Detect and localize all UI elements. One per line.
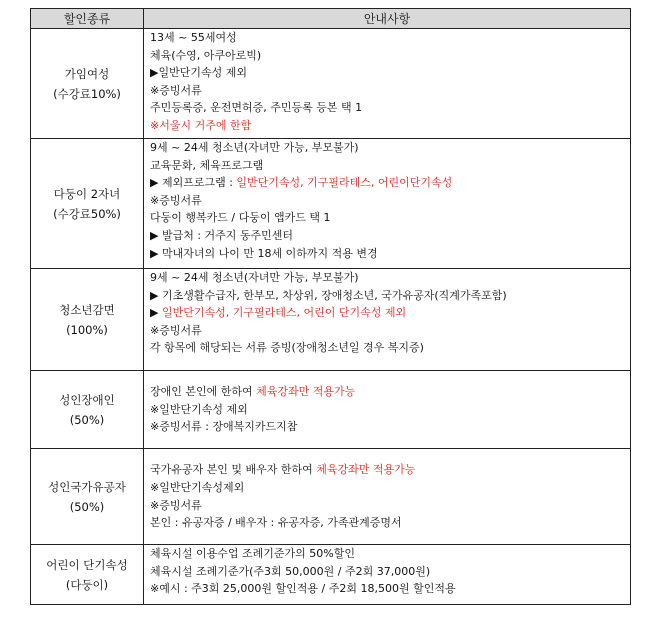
discount-row	[31, 139, 631, 269]
discount-type-cell	[31, 545, 144, 605]
info-line	[150, 401, 630, 419]
info-line	[150, 461, 630, 479]
info-text: ▶ 막내자녀의 나이 만 18세 이하까지 적용 변경	[150, 246, 378, 260]
info-text: 주민등록증, 운전면허증, 주민등록 등본 택 1	[150, 101, 363, 115]
header-info: 안내사항	[144, 9, 631, 29]
info-line	[150, 514, 630, 532]
discount-type-name: 성인장애인	[59, 392, 115, 407]
highlight-text: 체육강좌만 적용가능	[256, 385, 356, 399]
discount-type-cell	[31, 371, 144, 449]
header-discount-type: 할인종류	[31, 9, 144, 29]
info-line	[150, 383, 630, 401]
info-text: ▶	[150, 306, 162, 320]
info-line	[150, 157, 630, 175]
discount-table-container	[30, 8, 630, 605]
info-text: ※예시 : 주3회 25,000원 할인적용 / 주2회 18,500원 할인적용	[150, 582, 456, 596]
info-line	[150, 245, 630, 263]
discount-type-rate: (50%)	[69, 499, 105, 514]
discount-type-name: 가임여성	[64, 66, 110, 81]
info-text: ※일반단기속성 제외	[150, 402, 248, 416]
discount-table	[30, 8, 631, 605]
discount-type-name: 청소년감면	[59, 302, 115, 317]
info-line	[150, 64, 630, 82]
discount-type-rate: (수강료10%)	[53, 86, 121, 101]
info-text: 본인 : 유공자증 / 배우자 : 유공자증, 가족관계증명서	[150, 516, 402, 530]
info-text: ※증빙서류	[150, 323, 202, 337]
info-line	[150, 99, 630, 117]
info-line	[150, 339, 630, 357]
highlight-text: ※서울시 거주에 한함	[150, 118, 252, 132]
highlight-text: 일반단기속성, 기구필라테스, 어린이 단기속성 제외	[161, 306, 407, 320]
discount-type-cell	[31, 139, 144, 269]
info-text: 각 항목에 해당되는 서류 증빙(장애청소년일 경우 복지증)	[150, 341, 424, 355]
info-line	[150, 563, 630, 581]
info-line	[150, 545, 630, 563]
info-line	[150, 497, 630, 515]
header-row	[31, 9, 631, 29]
info-text: ▶일반단기속성 제외	[150, 66, 247, 80]
info-text: 국가유공자 본인 및 배우자 한하여	[150, 463, 317, 477]
discount-info-cell	[144, 29, 631, 139]
discount-type-cell	[31, 269, 144, 371]
info-line	[150, 304, 630, 322]
info-line	[150, 227, 630, 245]
info-line	[150, 479, 630, 497]
discount-info-cell	[144, 269, 631, 371]
info-text: ※증빙서류	[150, 83, 202, 97]
highlight-text: 체육강좌만 적용가능	[316, 463, 416, 477]
discount-info-cell	[144, 545, 631, 605]
info-text: ※증빙서류	[150, 193, 202, 207]
discount-type-rate: (100%)	[66, 322, 108, 337]
discount-type-name: 다둥이 2자녀	[53, 186, 121, 201]
discount-type-cell	[31, 29, 144, 139]
discount-row	[31, 449, 631, 545]
discount-type-name: 성인국가유공자	[48, 479, 126, 494]
discount-info-cell	[144, 371, 631, 449]
info-line	[150, 139, 630, 157]
discount-info-cell	[144, 139, 631, 269]
discount-row	[31, 29, 631, 139]
info-text: 13세 ~ 55세여성	[150, 31, 237, 44]
info-text: 체육(수영, 아쿠아로빅)	[150, 48, 262, 62]
info-line	[150, 322, 630, 340]
info-text: ※일반단기속성제외	[150, 480, 245, 494]
info-text: ▶ 발급처 : 거주지 동주민센터	[150, 228, 294, 242]
info-line	[150, 117, 630, 135]
info-line	[150, 47, 630, 65]
info-text: 다둥이 행복카드 / 다둥이 앱카드 택 1	[150, 211, 331, 225]
info-line	[150, 287, 630, 305]
info-text: 체육시설 이용수업 조례기준가의 50%할인	[150, 547, 355, 560]
info-line	[150, 192, 630, 210]
highlight-text: 일반단기속성, 기구필라테스, 어린이단기속성	[236, 176, 453, 190]
info-text: ※증빙서류 : 장애복지카드지참	[150, 420, 298, 434]
discount-row	[31, 269, 631, 371]
info-text: ▶ 기초생활수급자, 한부모, 차상위, 장애청소년, 국가유공자(직계가족포함)	[150, 288, 507, 302]
info-text: 체육시설 조례기준가(주3회 50,000원 / 주2회 37,000원)	[150, 564, 431, 578]
info-text: 장애인 본인에 한하여	[150, 385, 257, 399]
info-line	[150, 269, 630, 287]
info-line	[150, 418, 630, 436]
discount-row	[31, 545, 631, 605]
discount-row	[31, 371, 631, 449]
info-text: 교육문화, 체육프로그램	[150, 158, 264, 172]
discount-info-cell	[144, 449, 631, 545]
info-line	[150, 174, 630, 192]
info-line	[150, 209, 630, 227]
discount-type-rate: (수강료50%)	[53, 206, 121, 221]
info-text: 9세 ~ 24세 청소년(자녀만 가능, 부모불가)	[150, 271, 359, 284]
discount-type-cell	[31, 449, 144, 545]
discount-type-name: 어린이 단기속성	[46, 557, 128, 572]
info-text: 9세 ~ 24세 청소년(자녀만 가능, 부모불가)	[150, 141, 359, 154]
info-line	[150, 29, 630, 47]
info-line	[150, 580, 630, 598]
discount-type-rate: (다둥이)	[65, 577, 109, 592]
info-text: ※증빙서류	[150, 498, 202, 512]
info-line	[150, 82, 630, 100]
info-text: ▶ 제외프로그램 :	[150, 176, 237, 190]
discount-type-rate: (50%)	[69, 412, 105, 427]
